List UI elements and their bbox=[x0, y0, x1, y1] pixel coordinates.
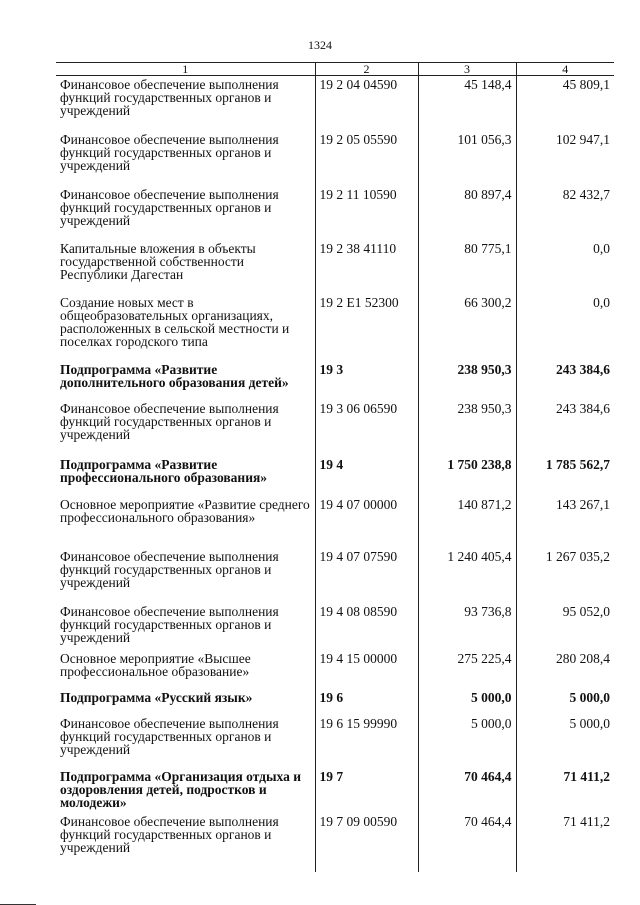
row-code: 19 2 E1 52300 bbox=[315, 294, 418, 361]
row-value-col4: 243 384,6 bbox=[516, 400, 614, 456]
row-value-col4: 280 208,4 bbox=[516, 650, 614, 689]
row-code: 19 6 15 99990 bbox=[315, 715, 418, 768]
row-value-col4: 71 411,2 bbox=[516, 768, 614, 813]
row-name: Основное мероприятие «Развитие среднего профессионального образования» bbox=[60, 496, 310, 525]
table-row bbox=[56, 603, 614, 650]
row-name: Капитальные вложения в объекты государственной собственности Республики Дагестан bbox=[60, 240, 256, 282]
row-value-col4: 1 785 562,7 bbox=[516, 456, 614, 496]
row-code: 19 4 07 07590 bbox=[315, 548, 418, 603]
row-name: Финансовое обеспечение выполнения функций государственных органов и учреждений bbox=[60, 813, 279, 855]
column-header-3: 3 bbox=[418, 63, 516, 76]
row-value-col3: 101 056,3 bbox=[418, 131, 516, 186]
table-row bbox=[56, 240, 614, 294]
row-code: 19 4 15 00000 bbox=[315, 650, 418, 689]
row-name: Подпрограмма «Организация отдыха и оздоровления детей, подростков и молодежи» bbox=[60, 768, 302, 810]
table-row bbox=[56, 186, 614, 240]
row-code: 19 7 bbox=[315, 768, 418, 813]
row-code: 19 2 11 10590 bbox=[315, 186, 418, 240]
row-value-col3: 140 871,2 bbox=[418, 496, 516, 548]
row-code: 19 3 bbox=[315, 361, 418, 400]
row-value-col3: 275 225,4 bbox=[418, 650, 516, 689]
column-header-1: 1 bbox=[56, 63, 315, 76]
row-value-col4: 45 809,1 bbox=[516, 76, 614, 131]
row-code: 19 4 bbox=[315, 456, 418, 496]
row-value-col4: 0,0 bbox=[516, 294, 614, 361]
table-row bbox=[56, 548, 614, 603]
row-value-col3: 70 464,4 bbox=[418, 813, 516, 872]
row-value-col3: 1 240 405,4 bbox=[418, 548, 516, 603]
row-code: 19 7 09 00590 bbox=[315, 813, 418, 872]
row-value-col3: 93 736,8 bbox=[418, 603, 516, 650]
row-value-col4: 95 052,0 bbox=[516, 603, 614, 650]
row-value-col3: 45 148,4 bbox=[418, 76, 516, 131]
row-name: Создание новых мест в общеобразовательных организациях, расположенных в сельской местности и поселках городского типа bbox=[60, 294, 290, 349]
row-code: 19 2 05 05590 bbox=[315, 131, 418, 186]
row-value-col3: 80 897,4 bbox=[418, 186, 516, 240]
row-code: 19 4 08 08590 bbox=[315, 603, 418, 650]
row-name: Финансовое обеспечение выполнения функций государственных органов и учреждений bbox=[60, 400, 279, 442]
row-value-col4: 102 947,1 bbox=[516, 131, 614, 186]
table-row bbox=[56, 715, 614, 768]
row-name: Финансовое обеспечение выполнения функций государственных органов и учреждений bbox=[60, 603, 279, 645]
row-value-col3: 238 950,3 bbox=[418, 400, 516, 456]
table-row bbox=[56, 768, 614, 813]
table-row bbox=[56, 131, 614, 186]
row-value-col3: 66 300,2 bbox=[418, 294, 516, 361]
row-name: Финансовое обеспечение выполнения функций государственных органов и учреждений bbox=[60, 548, 279, 590]
budget-table bbox=[56, 62, 614, 872]
row-value-col4: 82 432,7 bbox=[516, 186, 614, 240]
row-value-col4: 71 411,2 bbox=[516, 813, 614, 872]
row-value-col3: 238 950,3 bbox=[418, 361, 516, 400]
row-value-col3: 1 750 238,8 bbox=[418, 456, 516, 496]
table-row bbox=[56, 813, 614, 872]
row-value-col3: 80 775,1 bbox=[418, 240, 516, 294]
row-code: 19 3 06 06590 bbox=[315, 400, 418, 456]
row-name: Подпрограмма «Развитие дополнительного образования детей» bbox=[60, 361, 289, 390]
row-code: 19 2 38 41110 bbox=[315, 240, 418, 294]
table-row bbox=[56, 689, 614, 715]
row-value-col3: 5 000,0 bbox=[418, 689, 516, 715]
row-value-col4: 5 000,0 bbox=[516, 689, 614, 715]
row-value-col3: 70 464,4 bbox=[418, 768, 516, 813]
row-name: Финансовое обеспечение выполнения функций государственных органов и учреждений bbox=[60, 131, 279, 173]
row-name: Основное мероприятие «Высшее профессиональное образование» bbox=[60, 650, 251, 679]
table-row bbox=[56, 76, 614, 131]
row-name: Подпрограмма «Русский язык» bbox=[60, 689, 253, 705]
page-number: 1324 bbox=[308, 38, 332, 52]
row-value-col4: 1 267 035,2 bbox=[516, 548, 614, 603]
column-header-4: 4 bbox=[516, 63, 614, 76]
row-code: 19 2 04 04590 bbox=[315, 76, 418, 131]
table-row bbox=[56, 496, 614, 548]
header-row bbox=[56, 63, 614, 76]
column-header-2: 2 bbox=[315, 63, 418, 76]
row-value-col4: 143 267,1 bbox=[516, 496, 614, 548]
table-row bbox=[56, 294, 614, 361]
table-row bbox=[56, 456, 614, 496]
row-value-col4: 0,0 bbox=[516, 240, 614, 294]
row-name: Подпрограмма «Развитие профессионального образования» bbox=[60, 456, 268, 485]
row-code: 19 6 bbox=[315, 689, 418, 715]
row-value-col3: 5 000,0 bbox=[418, 715, 516, 768]
row-name: Финансовое обеспечение выполнения функций государственных органов и учреждений bbox=[60, 186, 279, 228]
row-code: 19 4 07 00000 bbox=[315, 496, 418, 548]
row-value-col4: 5 000,0 bbox=[516, 715, 614, 768]
row-name: Финансовое обеспечение выполнения функций государственных органов и учреждений bbox=[60, 715, 279, 757]
row-value-col4: 243 384,6 bbox=[516, 361, 614, 400]
row-name: Финансовое обеспечение выполнения функций государственных органов и учреждений bbox=[60, 77, 279, 118]
table-row bbox=[56, 361, 614, 400]
table-row bbox=[56, 400, 614, 456]
table-row bbox=[56, 650, 614, 689]
